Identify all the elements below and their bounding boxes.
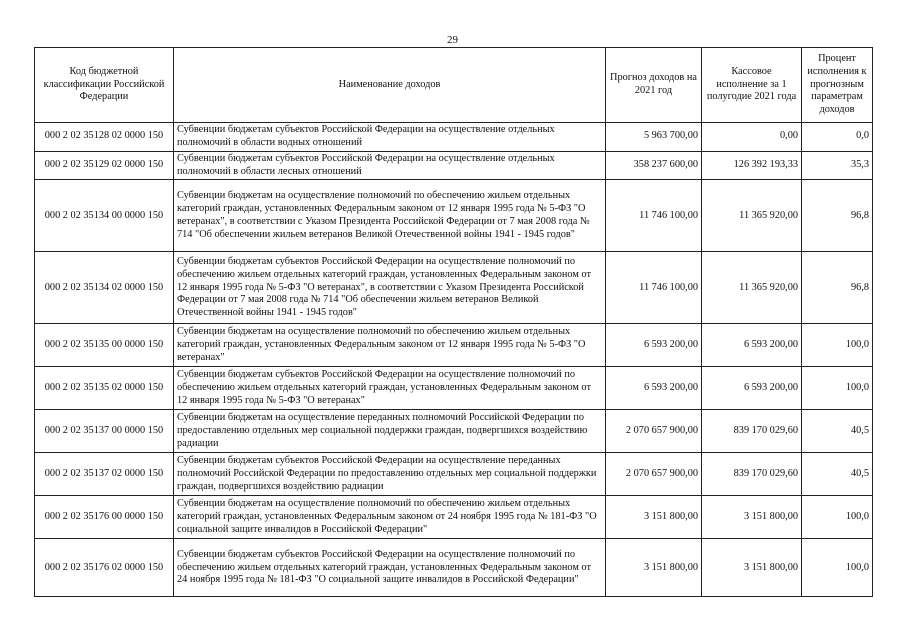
cell-forecast: 2 070 657 900,00: [606, 453, 702, 496]
cell-name: Субвенции бюджетам субъектов Российской Федерации на осуществление полномочий по обеспечению жильем отдельных категорий граждан, установленных Федеральным законом от 12 января 1995 года № 5-ФЗ "О ветеранах": [174, 367, 606, 410]
cell-percent: 100,0: [802, 324, 873, 367]
cell-cash: 0,00: [702, 123, 802, 152]
cell-forecast: 11 746 100,00: [606, 252, 702, 324]
cell-percent: 96,8: [802, 252, 873, 324]
cell-cash: 126 392 193,33: [702, 151, 802, 180]
cell-code: 000 2 02 35128 02 0000 150: [35, 123, 174, 152]
header-forecast: Прогноз доходов на 2021 год: [606, 48, 702, 123]
table-row: [35, 324, 873, 367]
cell-name: Субвенции бюджетам на осуществление полномочий по обеспечению жильем отдельных категорий граждан, установленных Федеральным законом от 12 января 1995 года № 5-ФЗ "О ветеранах", в соответствии с Указом Президента Российской Федерации от 7 мая 2008 года № 714 "Об обеспечении жильем ветеранов Великой Отечественной войны 1941 - 1945 годов": [174, 180, 606, 252]
table-row: [35, 410, 873, 453]
cell-code: 000 2 02 35134 00 0000 150: [35, 180, 174, 252]
cell-forecast: 6 593 200,00: [606, 367, 702, 410]
table-row: [35, 367, 873, 410]
cell-name: Субвенции бюджетам субъектов Российской Федерации на осуществление полномочий по обеспечению жильем отдельных категорий граждан, установленных Федеральным законом от 24 ноября 1995 года № 181-ФЗ "О социальной защите инвалидов в Российской Федерации": [174, 539, 606, 597]
cell-percent: 40,5: [802, 410, 873, 453]
cell-forecast: 6 593 200,00: [606, 324, 702, 367]
cell-forecast: 3 151 800,00: [606, 539, 702, 597]
table-row: [35, 180, 873, 252]
cell-name: Субвенции бюджетам субъектов Российской Федерации на осуществление переданных полномочий Российской Федерации по предоставлению отдельных мер социальной поддержки граждан, подвергшихся воздействию радиации: [174, 453, 606, 496]
header-cash: Кассовое исполнение за 1 полугодие 2021 года: [702, 48, 802, 123]
revenue-table: [34, 47, 873, 597]
table-row: [35, 123, 873, 152]
page-number: 29: [447, 34, 458, 46]
cell-name: Субвенции бюджетам на осуществление полномочий по обеспечению жильем отдельных категорий граждан, установленных Федеральным законом от 24 ноября 1995 года № 181-ФЗ "О социальной защите инвалидов в Российской Федерации": [174, 496, 606, 539]
cell-percent: 40,5: [802, 453, 873, 496]
cell-percent: 100,0: [802, 367, 873, 410]
cell-percent: 100,0: [802, 496, 873, 539]
cell-cash: 6 593 200,00: [702, 367, 802, 410]
table-row: [35, 539, 873, 597]
cell-cash: 839 170 029,60: [702, 410, 802, 453]
cell-cash: 3 151 800,00: [702, 539, 802, 597]
table-row: [35, 151, 873, 180]
cell-code: 000 2 02 35135 02 0000 150: [35, 367, 174, 410]
cell-forecast: 358 237 600,00: [606, 151, 702, 180]
cell-code: 000 2 02 35176 00 0000 150: [35, 496, 174, 539]
table-row: [35, 496, 873, 539]
cell-cash: 839 170 029,60: [702, 453, 802, 496]
cell-name: Субвенции бюджетам субъектов Российской Федерации на осуществление отдельных полномочий в области лесных отношений: [174, 151, 606, 180]
table-row: [35, 453, 873, 496]
table-body: [35, 123, 873, 597]
cell-name: Субвенции бюджетам на осуществление переданных полномочий Российской Федерации по предоставлению отдельных мер социальной поддержки граждан, подвергшихся воздействию радиации: [174, 410, 606, 453]
cell-cash: 6 593 200,00: [702, 324, 802, 367]
cell-name: Субвенции бюджетам субъектов Российской Федерации на осуществление отдельных полномочий в области водных отношений: [174, 123, 606, 152]
table-row: [35, 252, 873, 324]
cell-code: 000 2 02 35129 02 0000 150: [35, 151, 174, 180]
cell-percent: 35,3: [802, 151, 873, 180]
cell-code: 000 2 02 35135 00 0000 150: [35, 324, 174, 367]
cell-code: 000 2 02 35137 02 0000 150: [35, 453, 174, 496]
cell-name: Субвенции бюджетам на осуществление полномочий по обеспечению жильем отдельных категорий граждан, установленных Федеральным законом от 12 января 1995 года № 5-ФЗ "О ветеранах": [174, 324, 606, 367]
table-header-row: [35, 48, 873, 123]
cell-cash: 11 365 920,00: [702, 252, 802, 324]
cell-cash: 3 151 800,00: [702, 496, 802, 539]
cell-percent: 100,0: [802, 539, 873, 597]
cell-forecast: 5 963 700,00: [606, 123, 702, 152]
cell-name: Субвенции бюджетам субъектов Российской Федерации на осуществление полномочий по обеспечению жильем отдельных категорий граждан, установленных Федеральным законом от 12 января 1995 года № 5-ФЗ "О ветеранах", в соответствии с Указом Президента Российской Федерации от 7 мая 2008 года № 714 "Об обеспечении жильем ветеранов Великой Отечественной войны 1941 - 1945 годов": [174, 252, 606, 324]
cell-forecast: 2 070 657 900,00: [606, 410, 702, 453]
cell-percent: 96,8: [802, 180, 873, 252]
cell-code: 000 2 02 35176 02 0000 150: [35, 539, 174, 597]
header-code: Код бюджетной классификации Российской Федерации: [35, 48, 174, 123]
cell-code: 000 2 02 35137 00 0000 150: [35, 410, 174, 453]
header-percent: Процент исполнения к прогнозным параметрам доходов: [802, 48, 873, 123]
cell-forecast: 11 746 100,00: [606, 180, 702, 252]
header-name: Наименование доходов: [174, 48, 606, 123]
cell-forecast: 3 151 800,00: [606, 496, 702, 539]
cell-percent: 0,0: [802, 123, 873, 152]
cell-code: 000 2 02 35134 02 0000 150: [35, 252, 174, 324]
cell-cash: 11 365 920,00: [702, 180, 802, 252]
